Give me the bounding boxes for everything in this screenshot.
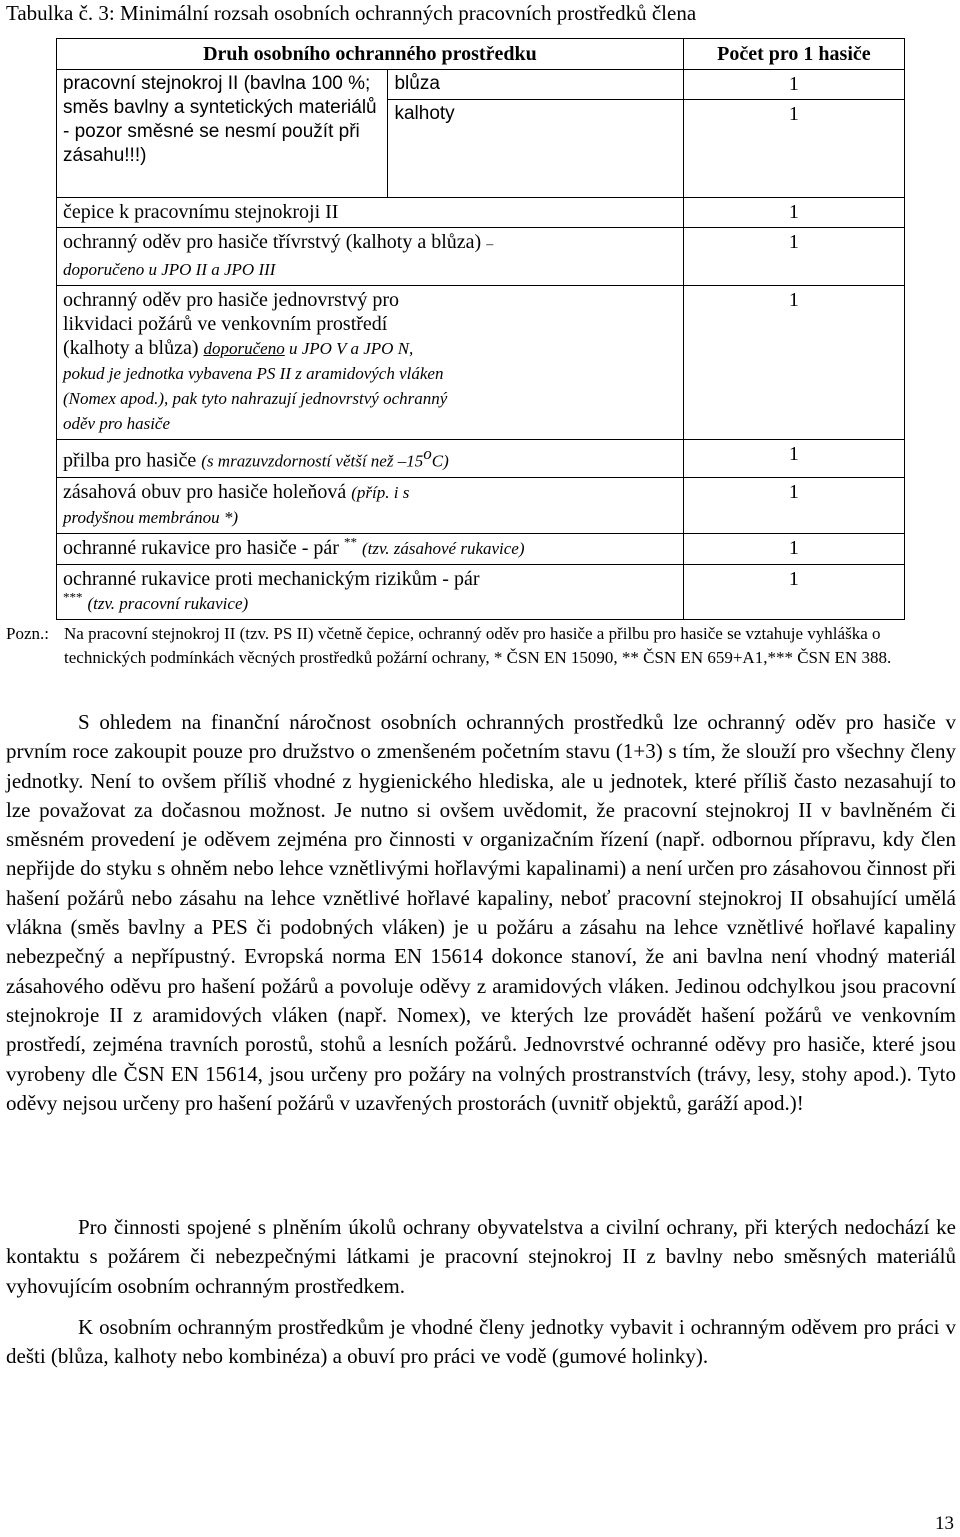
table-note	[6, 622, 956, 670]
item-text: ochranné rukavice proti mechanickým rizikům - pár	[63, 567, 480, 590]
item-note-underlined: doporučeno	[203, 339, 285, 358]
table-header-row	[57, 39, 905, 70]
sub-item-cell: kalhoty	[388, 100, 683, 198]
count-cell: 1	[683, 286, 904, 440]
table-row	[57, 533, 905, 564]
count-cell: 1	[683, 100, 904, 198]
item-note: doporučeno u JPO II a JPO III	[63, 260, 276, 279]
item-text: přilba pro hasiče	[63, 449, 197, 472]
column-header-count: Počet pro 1 hasiče	[683, 39, 904, 70]
count-cell: 1	[683, 440, 904, 478]
table-row	[57, 477, 905, 533]
item-text: ochranný oděv pro hasiče jednovrstvý pro likvidaci požárů ve venkovním prostředí (kalhoty a blůza)	[63, 289, 400, 359]
item-cell	[57, 533, 684, 564]
item-cell	[57, 70, 388, 198]
item-cell	[57, 198, 684, 228]
item-text: čepice k pracovnímu stejnokroji II	[63, 201, 339, 223]
ppe-table	[56, 38, 905, 620]
table-row	[57, 70, 905, 100]
table-row	[57, 228, 905, 286]
item-cell	[57, 286, 684, 440]
table-caption: Tabulka č. 3: Minimální rozsah osobních ochranných pracovních prostředků člena	[6, 1, 697, 25]
count-cell: 1	[683, 70, 904, 100]
column-header-item: Druh osobního ochranného prostředku	[57, 39, 684, 70]
paragraph: K osobním ochranným prostředkům je vhodné členy jednotky vybavit i ochranným oděvem pro práci v dešti (blůza, kalhoty nebo kombinéza) a obuví pro práci ve vodě (gumové holinky).	[6, 1315, 956, 1369]
table-row	[57, 198, 905, 228]
item-cell: ochranný oděv pro hasiče třívrstvý (kalhoty a blůza) – doporučeno u JPO II a JPO III	[57, 228, 684, 286]
item-note-end: C)	[431, 451, 449, 471]
count-cell: 1	[683, 533, 904, 564]
sub-item-cell: blůza	[388, 70, 683, 100]
item-cell	[57, 477, 684, 533]
count-cell: 1	[683, 228, 904, 286]
item-text: pracovní stejnokroj II (bavlna 100 %; směs bavlny a syntetických materiálů - pozor směsné se nesmí použít při zásahu!!!)	[63, 73, 377, 166]
paragraph: Pro činnosti spojené s plněním úkolů ochrany obyvatelstva a civilní ochrany, při kterých nedochází ke kontaktu s požárem či nebezpečnými látkami je pracovní stejnokroj II z bavlny nebo směsných materiálů vyhovujícím osobním ochranným prostředkem.	[6, 1215, 956, 1298]
count-cell: 1	[683, 198, 904, 228]
item-cell	[57, 440, 684, 478]
item-text: ochranný oděv pro hasiče třívrstvý (kalhoty a blůza)	[63, 231, 482, 253]
table-row	[57, 564, 905, 619]
item-note: (tzv. pracovní rukavice)	[87, 593, 249, 613]
count-cell: 1	[683, 564, 904, 619]
note-text: Na pracovní stejnokroj II (tzv. PS II) včetně čepice, ochranný oděv pro hasiče a přilbu pro hasiče se vztahuje vyhláška o technických podmínkách věcných prostředků požární ochrany, * ČSN EN 15090, ** ČSN EN 659+A1,*** ČSN EN 388.	[64, 624, 892, 667]
note-label: Pozn.:	[6, 624, 49, 643]
item-note: (tzv. zásahové rukavice)	[361, 538, 525, 558]
count-cell: 1	[683, 477, 904, 533]
item-note: (s mrazuvzdorností větší než –15	[201, 451, 424, 471]
item-sup: **	[343, 534, 357, 549]
paragraph: S ohledem na finanční náročnost osobních ochranných prostředků lze ochranný oděv pro hasiče v prvním roce zakoupit pouze pro družstvo o zmenšeném početním stavu (1+3) s tím, že slouží pro všechny členy jednotky. Není to ovšem příliš vhodné z hygienického hlediska, ale u jednotek, které příliš často nezasahují to lze považovat za dočasnou možnost. Je nutno si ovšem uvědomit, že pracovní stejnokroj II v bavlněném či směsném provedení je oděvem zejména pro činnosti v organizačním řízení (např. odbornou přípravu, kdy člen nepřijde do styku s ohněm nebo lehce vznětlivými hořlavými kapalinami) a není určen pro zásahovou činnost při hašení požárů nebo zásahu na lehce vznětlivé hořlavé kapaliny, neboť pracovní stejnokroj II obsahující umělá vlákna (směs bavlny a PES či podobných vláken) je u požáru a zásahu na lehce vznětlivé hořlavé kapaliny nebezpečný a nepřípustný. Evropská norma EN 15614 dokonce stanoví, že ani bavlna není vhodný materiál zásahového oděvu pro hašení požárů a povoluje oděvy z aramidových vláken. Jedinou odchylkou jsou pracovní stejnokroje II z aramidových vláken (např. Nomex), ve kterých lze provádět hašení požárů ve venkovním prostředí, zejména travních porostů, stohů a lesních požárů. Jednovrstvé ochranné oděvy pro hasiče, které jsou vyrobeny dle ČSN EN 15614, jsou určeny pro požáry na volných prostranstvích (trávy, lesy, stohy apod.). Tyto oděvy nejsou určeny pro hašení požárů v uzavřených prostorách (uvnitř objektů, garáží apod.)!	[6, 710, 956, 1115]
table-row	[57, 286, 905, 440]
item-text: ochranné rukavice pro hasiče - pár	[63, 536, 339, 559]
item-text: zásahová obuv pro hasiče holeňová	[63, 480, 347, 503]
item-cell	[57, 564, 684, 619]
item-sup: ***	[63, 589, 83, 604]
item-note: u JPO V a JPO N, pokud je jednotka vybavena PS II z aramidových vláken (Nomex apod.), pak tyto nahrazují jednovrstvý ochranný oděv pro hasiče	[63, 339, 448, 433]
item-note-sup: o	[423, 444, 432, 463]
page-number: 13	[935, 1513, 954, 1534]
item-note: (příp. i s prodyšnou membránou *)	[63, 482, 410, 527]
table-row	[57, 440, 905, 478]
